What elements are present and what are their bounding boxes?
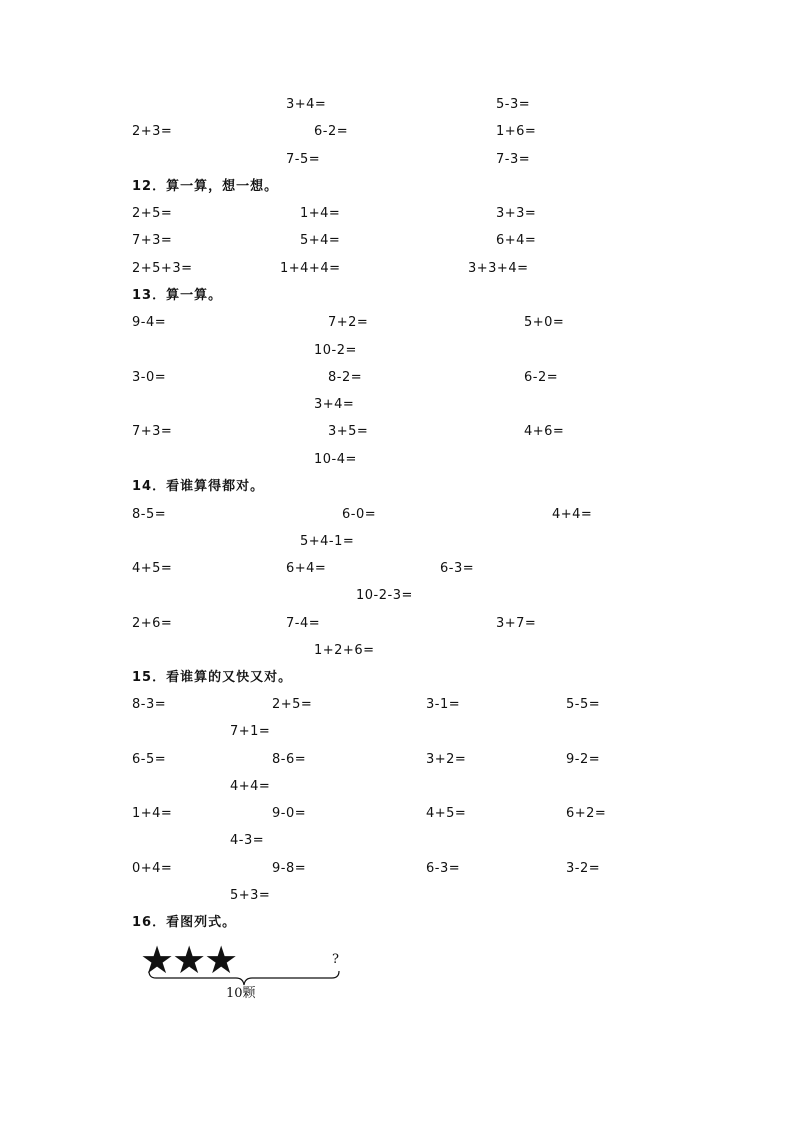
- q14-expr: 10-2-3=: [356, 588, 413, 603]
- q15-expr: 8-6=: [272, 752, 307, 767]
- question-15-heading: 15．看谁算的又快又对。: [132, 670, 293, 685]
- q14-expr: 3+7=: [496, 616, 537, 631]
- q14-expr: 5+4-1=: [300, 534, 355, 549]
- star-icons: ★★★: [140, 938, 237, 982]
- q12-expr: 1+4+4=: [280, 261, 341, 276]
- q15-expr: 4-3=: [230, 833, 265, 848]
- q13-expr: 6-2=: [524, 370, 559, 385]
- q12-expr: 2+5+3=: [132, 261, 193, 276]
- q13-expr: 4+6=: [524, 424, 565, 439]
- question-13-heading: 13．算一算。: [132, 288, 223, 303]
- q15-expr: 3+2=: [426, 752, 467, 767]
- q12-expr: 6+4=: [496, 233, 537, 248]
- q14-expr: 4+4=: [552, 507, 593, 522]
- expr-3plus4: 3+4=: [286, 97, 327, 112]
- q15-expr: 9-0=: [272, 806, 307, 821]
- q13-expr: 8-2=: [328, 370, 363, 385]
- q12-expr: 3+3=: [496, 206, 537, 221]
- q15-expr: 4+4=: [230, 779, 271, 794]
- q14-expr: 4+5=: [132, 561, 173, 576]
- q12-expr: 5+4=: [300, 233, 341, 248]
- q15-expr: 6-5=: [132, 752, 167, 767]
- question-mark: ?: [332, 952, 339, 967]
- q12-expr: 7+3=: [132, 233, 173, 248]
- q12-expr: 3+3+4=: [468, 261, 529, 276]
- expr-1plus6: 1+6=: [496, 124, 537, 139]
- question-14-heading: 14．看谁算得都对。: [132, 479, 265, 494]
- expr-7minus3: 7-3=: [496, 152, 531, 167]
- q13-expr: 10-2=: [314, 343, 357, 358]
- expr-5minus3: 5-3=: [496, 97, 531, 112]
- q15-expr: 6-3=: [426, 861, 461, 876]
- q15-expr: 1+4=: [132, 806, 173, 821]
- q13-expr: 7+2=: [328, 315, 369, 330]
- q14-expr: 6-0=: [342, 507, 377, 522]
- q14-expr: 2+6=: [132, 616, 173, 631]
- expr-6minus2: 6-2=: [314, 124, 349, 139]
- question-16-heading: 16．看图列式。: [132, 915, 237, 930]
- q15-expr: 9-8=: [272, 861, 307, 876]
- q15-expr: 5+3=: [230, 888, 271, 903]
- q13-expr: 5+0=: [524, 315, 565, 330]
- expr-2plus3: 2+3=: [132, 124, 173, 139]
- q13-expr: 3+4=: [314, 397, 355, 412]
- q13-expr: 3-0=: [132, 370, 167, 385]
- expr-7minus5: 7-5=: [286, 152, 321, 167]
- q13-expr: 10-4=: [314, 452, 357, 467]
- q14-expr: 8-5=: [132, 507, 167, 522]
- q15-expr: 2+5=: [272, 697, 313, 712]
- total-label: 10颗: [226, 986, 256, 1001]
- q12-expr: 2+5=: [132, 206, 173, 221]
- q15-expr: 9-2=: [566, 752, 601, 767]
- q14-expr: 7-4=: [286, 616, 321, 631]
- q15-expr: 0+4=: [132, 861, 173, 876]
- q13-expr: 9-4=: [132, 315, 167, 330]
- q14-expr: 1+2+6=: [314, 643, 375, 658]
- q15-expr: 7+1=: [230, 724, 271, 739]
- q14-expr: 6+4=: [286, 561, 327, 576]
- q15-expr: 6+2=: [566, 806, 607, 821]
- q15-expr: 5-5=: [566, 697, 601, 712]
- brace-path: [149, 971, 339, 985]
- question-12-heading: 12．算一算，想一想。: [132, 179, 279, 194]
- q15-expr: 3-1=: [426, 697, 461, 712]
- q13-expr: 3+5=: [328, 424, 369, 439]
- q13-expr: 7+3=: [132, 424, 173, 439]
- q12-expr: 1+4=: [300, 206, 341, 221]
- q15-expr: 8-3=: [132, 697, 167, 712]
- q14-expr: 6-3=: [440, 561, 475, 576]
- q15-expr: 4+5=: [426, 806, 467, 821]
- q15-expr: 3-2=: [566, 861, 601, 876]
